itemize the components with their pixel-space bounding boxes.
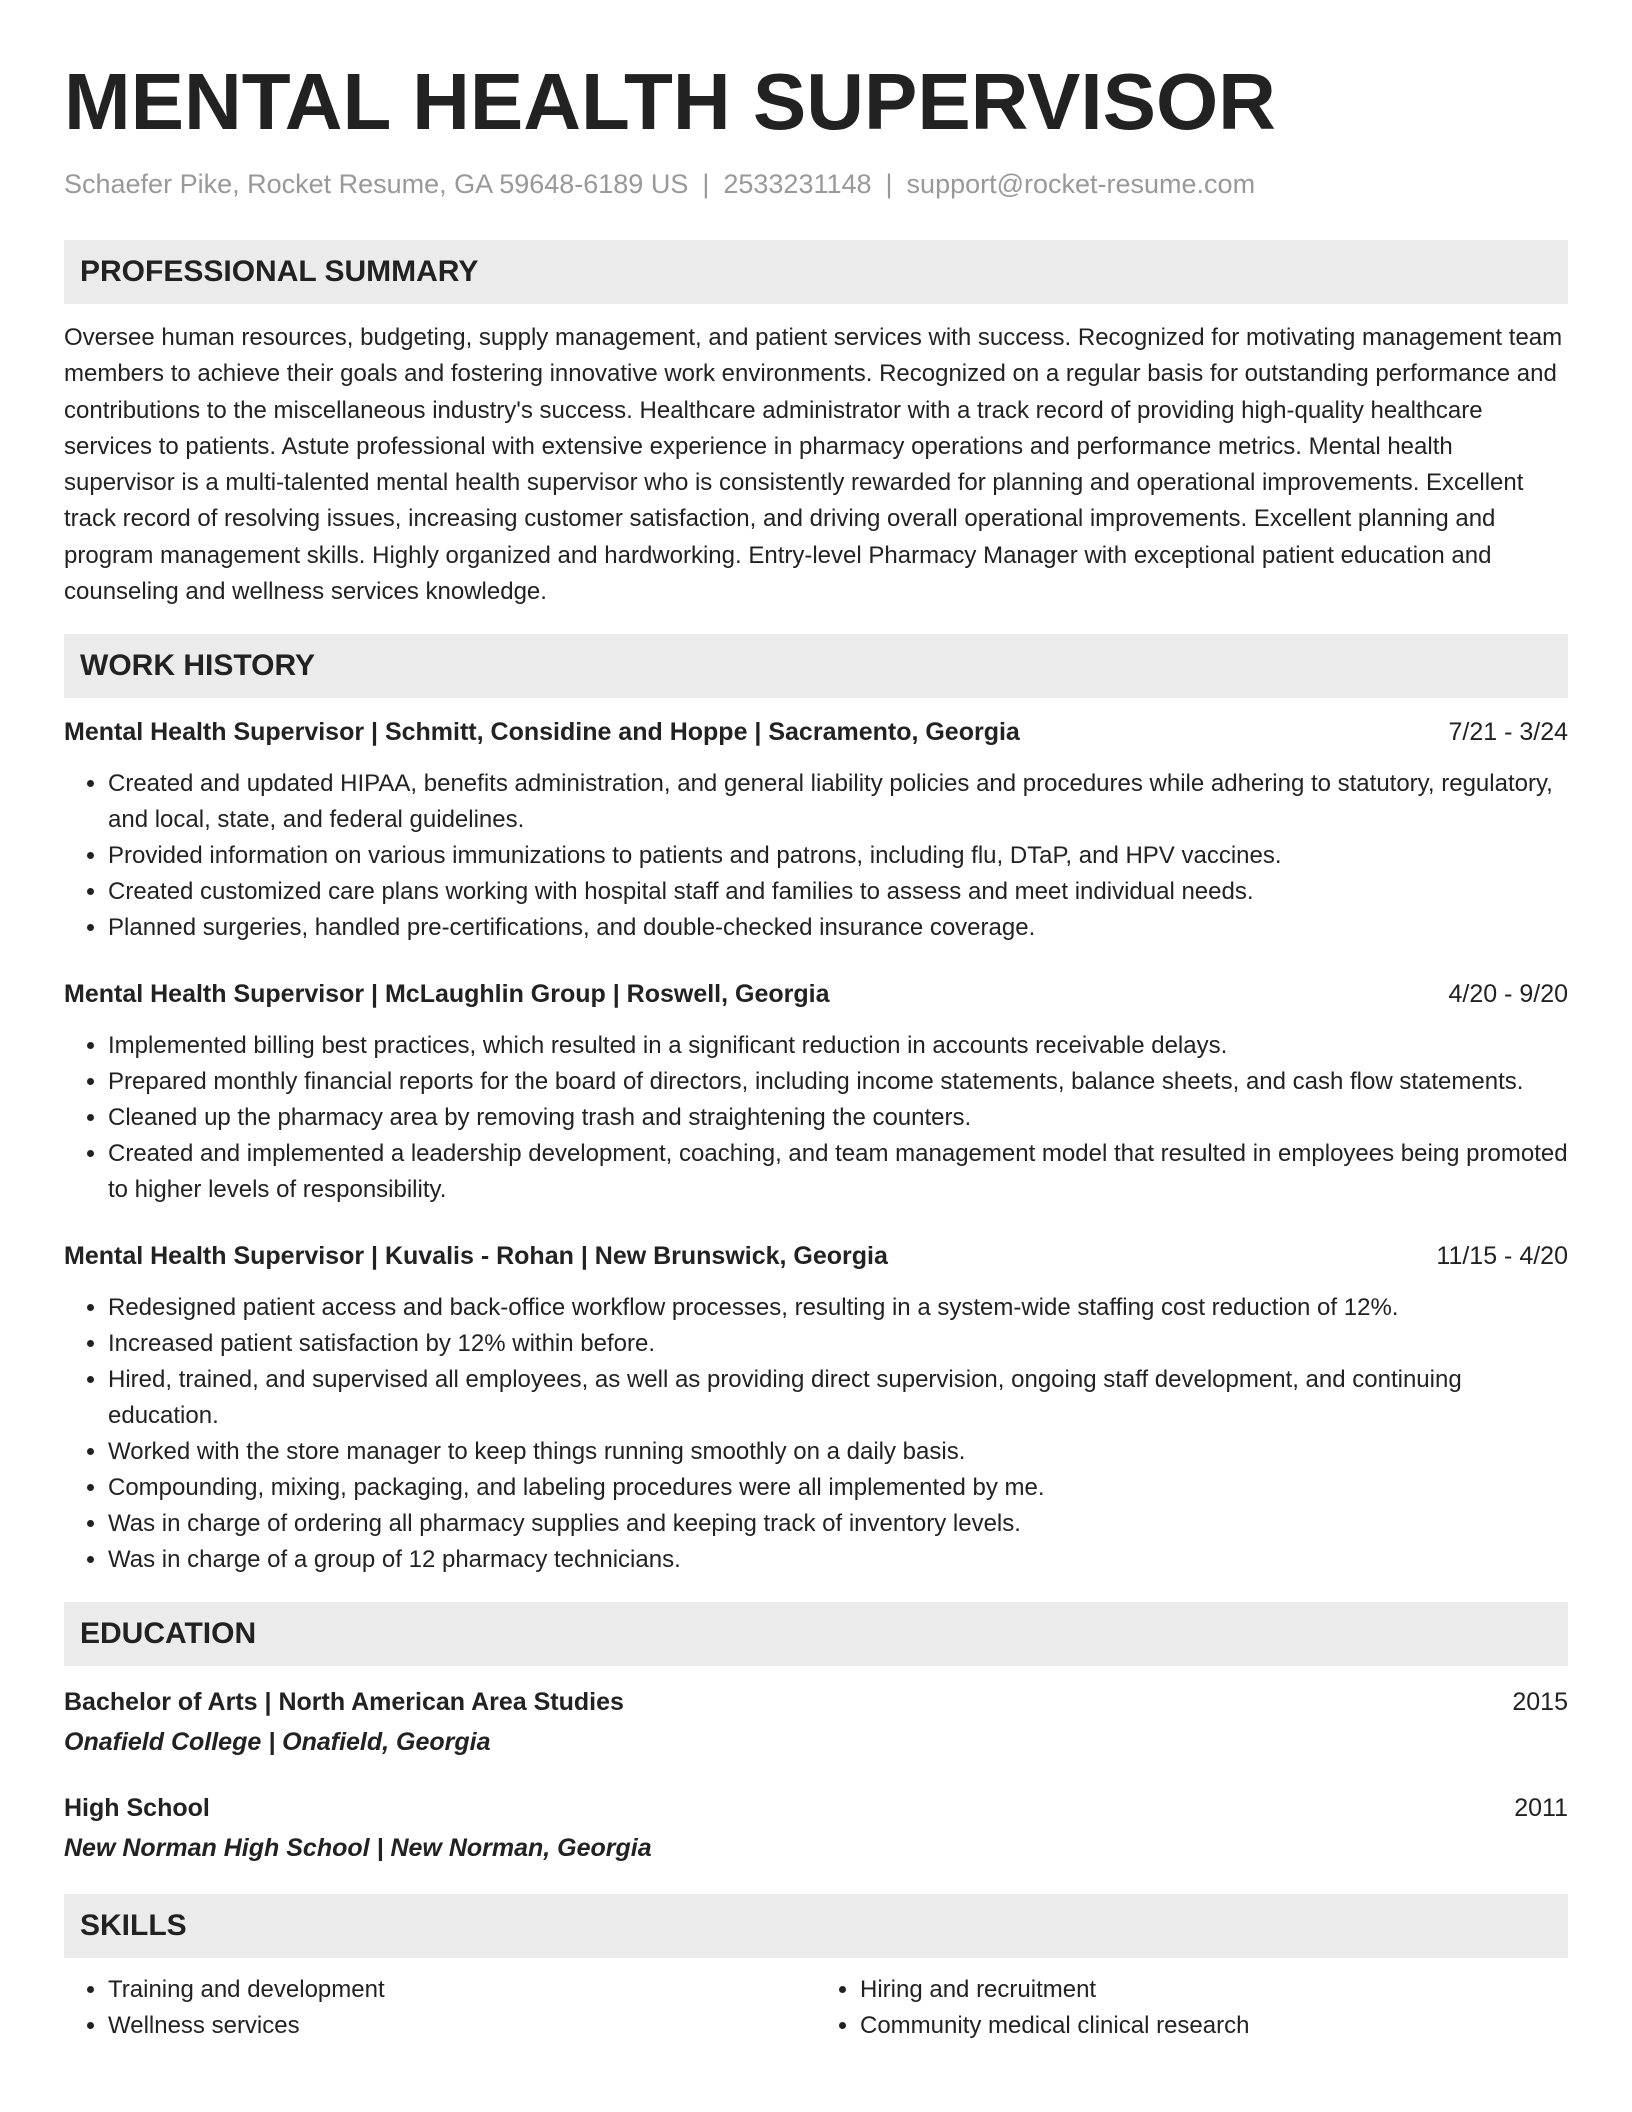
job-bullet: • Was in charge of ordering all pharmacy supplies and keeping track of inventory levels. xyxy=(108,1506,1568,1542)
job-title: Mental Health Supervisor | Kuvalis - Rohan | New Brunswick, Georgia xyxy=(64,1242,888,1271)
education-degree: High School xyxy=(64,1794,210,1823)
education-degree: Bachelor of Arts | North American Area Studies xyxy=(64,1688,624,1717)
resume-page xyxy=(64,52,1568,2044)
job-title: Mental Health Supervisor | McLaughlin Group | Roswell, Georgia xyxy=(64,980,830,1009)
section-heading-summary: PROFESSIONAL SUMMARY xyxy=(64,240,1568,304)
skill-item: • Wellness services xyxy=(108,2008,816,2044)
job-bullet: • Provided information on various immunizations to patients and patrons, including flu, DTaP, and HPV vaccines. xyxy=(108,838,1568,874)
resume-name: MENTAL HEALTH SUPERVISOR xyxy=(64,57,1276,146)
skills-column-left xyxy=(64,1972,816,2044)
skills-list xyxy=(64,1972,1568,2044)
education-year: 2011 xyxy=(1514,1794,1568,1823)
job-bullet: • Hired, trained, and supervised all employees, as well as providing direct supervision, ongoing staff development, and continuing education. xyxy=(108,1362,1568,1434)
job-bullet: • Cleaned up the pharmacy area by removing trash and straightening the counters. xyxy=(108,1100,1568,1136)
contact-separator: | xyxy=(885,169,893,199)
education-year: 2015 xyxy=(1512,1688,1568,1717)
contact-line xyxy=(64,166,1568,202)
job-bullet: • Implemented billing best practices, which resulted in a significant reduction in accounts receivable delays. xyxy=(108,1028,1568,1064)
job-header xyxy=(64,976,1568,1012)
job-bullet: • Redesigned patient access and back-office workflow processes, resulting in a system-wide staffing cost reduction of 12%. xyxy=(108,1290,1568,1326)
job-entry xyxy=(64,976,1568,1208)
contact-phone: 2533231148 xyxy=(723,169,872,199)
contact-separator: | xyxy=(702,169,710,199)
job-title: Mental Health Supervisor | Schmitt, Considine and Hoppe | Sacramento, Georgia xyxy=(64,718,1020,747)
contact-email: support@rocket-resume.com xyxy=(906,169,1256,199)
job-entry xyxy=(64,1238,1568,1578)
section-heading-skills: SKILLS xyxy=(64,1894,1568,1958)
job-header xyxy=(64,714,1568,750)
skill-item: • Community medical clinical research xyxy=(860,2008,1568,2044)
job-bullet: • Created customized care plans working with hospital staff and families to assess and meet individual needs. xyxy=(108,874,1568,910)
job-dates: 7/21 - 3/24 xyxy=(1448,718,1568,747)
education-entry xyxy=(64,1684,1568,1760)
skills-column-right xyxy=(816,1972,1568,2044)
job-bullet: • Worked with the store manager to keep things running smoothly on a daily basis. xyxy=(108,1434,1568,1470)
job-bullet: • Was in charge of a group of 12 pharmacy technicians. xyxy=(108,1542,1568,1578)
contact-address: Schaefer Pike, Rocket Resume, GA 59648-6189 US xyxy=(64,169,689,199)
skill-item: • Hiring and recruitment xyxy=(860,1972,1568,2008)
section-heading-work-history: WORK HISTORY xyxy=(64,634,1568,698)
job-bullet: • Prepared monthly financial reports for the board of directors, including income statements, balance sheets, and cash flow statements. xyxy=(108,1064,1568,1100)
education-header xyxy=(64,1790,1568,1826)
job-bullet-list xyxy=(64,766,1568,946)
job-dates: 4/20 - 9/20 xyxy=(1448,980,1568,1009)
job-bullet-list xyxy=(64,1290,1568,1578)
job-entry xyxy=(64,714,1568,946)
education-school: Onafield College | Onafield, Georgia xyxy=(64,1728,491,1757)
education-school: New Norman High School | New Norman, Georgia xyxy=(64,1834,652,1863)
job-bullet: • Planned surgeries, handled pre-certifications, and double-checked insurance coverage. xyxy=(108,910,1568,946)
job-bullet: • Created and updated HIPAA, benefits administration, and general liability policies and procedures while adhering to statutory, regulatory, and local, state, and federal guidelines. xyxy=(108,766,1568,838)
education-entry xyxy=(64,1790,1568,1866)
job-bullet: • Compounding, mixing, packaging, and labeling procedures were all implemented by me. xyxy=(108,1470,1568,1506)
job-header xyxy=(64,1238,1568,1274)
section-heading-education: EDUCATION xyxy=(64,1602,1568,1666)
skill-item: • Training and development xyxy=(108,1972,816,2008)
job-bullet: • Increased patient satisfaction by 12% within before. xyxy=(108,1326,1568,1362)
job-dates: 11/15 - 4/20 xyxy=(1436,1242,1568,1271)
education-header xyxy=(64,1684,1568,1720)
summary-text: Oversee human resources, budgeting, supply management, and patient services with success. Recognized for motivating management team members to achieve their goals and fostering innovative work environments. Recognized on a regular basis for outstanding performance and contributions to the miscellaneous industry's success. Healthcare administrator with a track record of providing high-quality healthcare services to patients. Astute professional with extensive experience in pharmacy operations and performance metrics. Mental health supervisor is a multi-talented mental health supervisor who is consistently rewarded for planning and operational improvements. Excellent track record of resolving issues, increasing customer satisfaction, and driving overall operational improvements. Excellent planning and program management skills. Highly organized and hardworking. Entry-level Pharmacy Manager with exceptional patient education and counseling and wellness services knowledge. xyxy=(64,324,1563,606)
job-bullet-list xyxy=(64,1028,1568,1208)
job-bullet: • Created and implemented a leadership development, coaching, and team management model that resulted in employees being promoted to higher levels of responsibility. xyxy=(108,1136,1568,1208)
